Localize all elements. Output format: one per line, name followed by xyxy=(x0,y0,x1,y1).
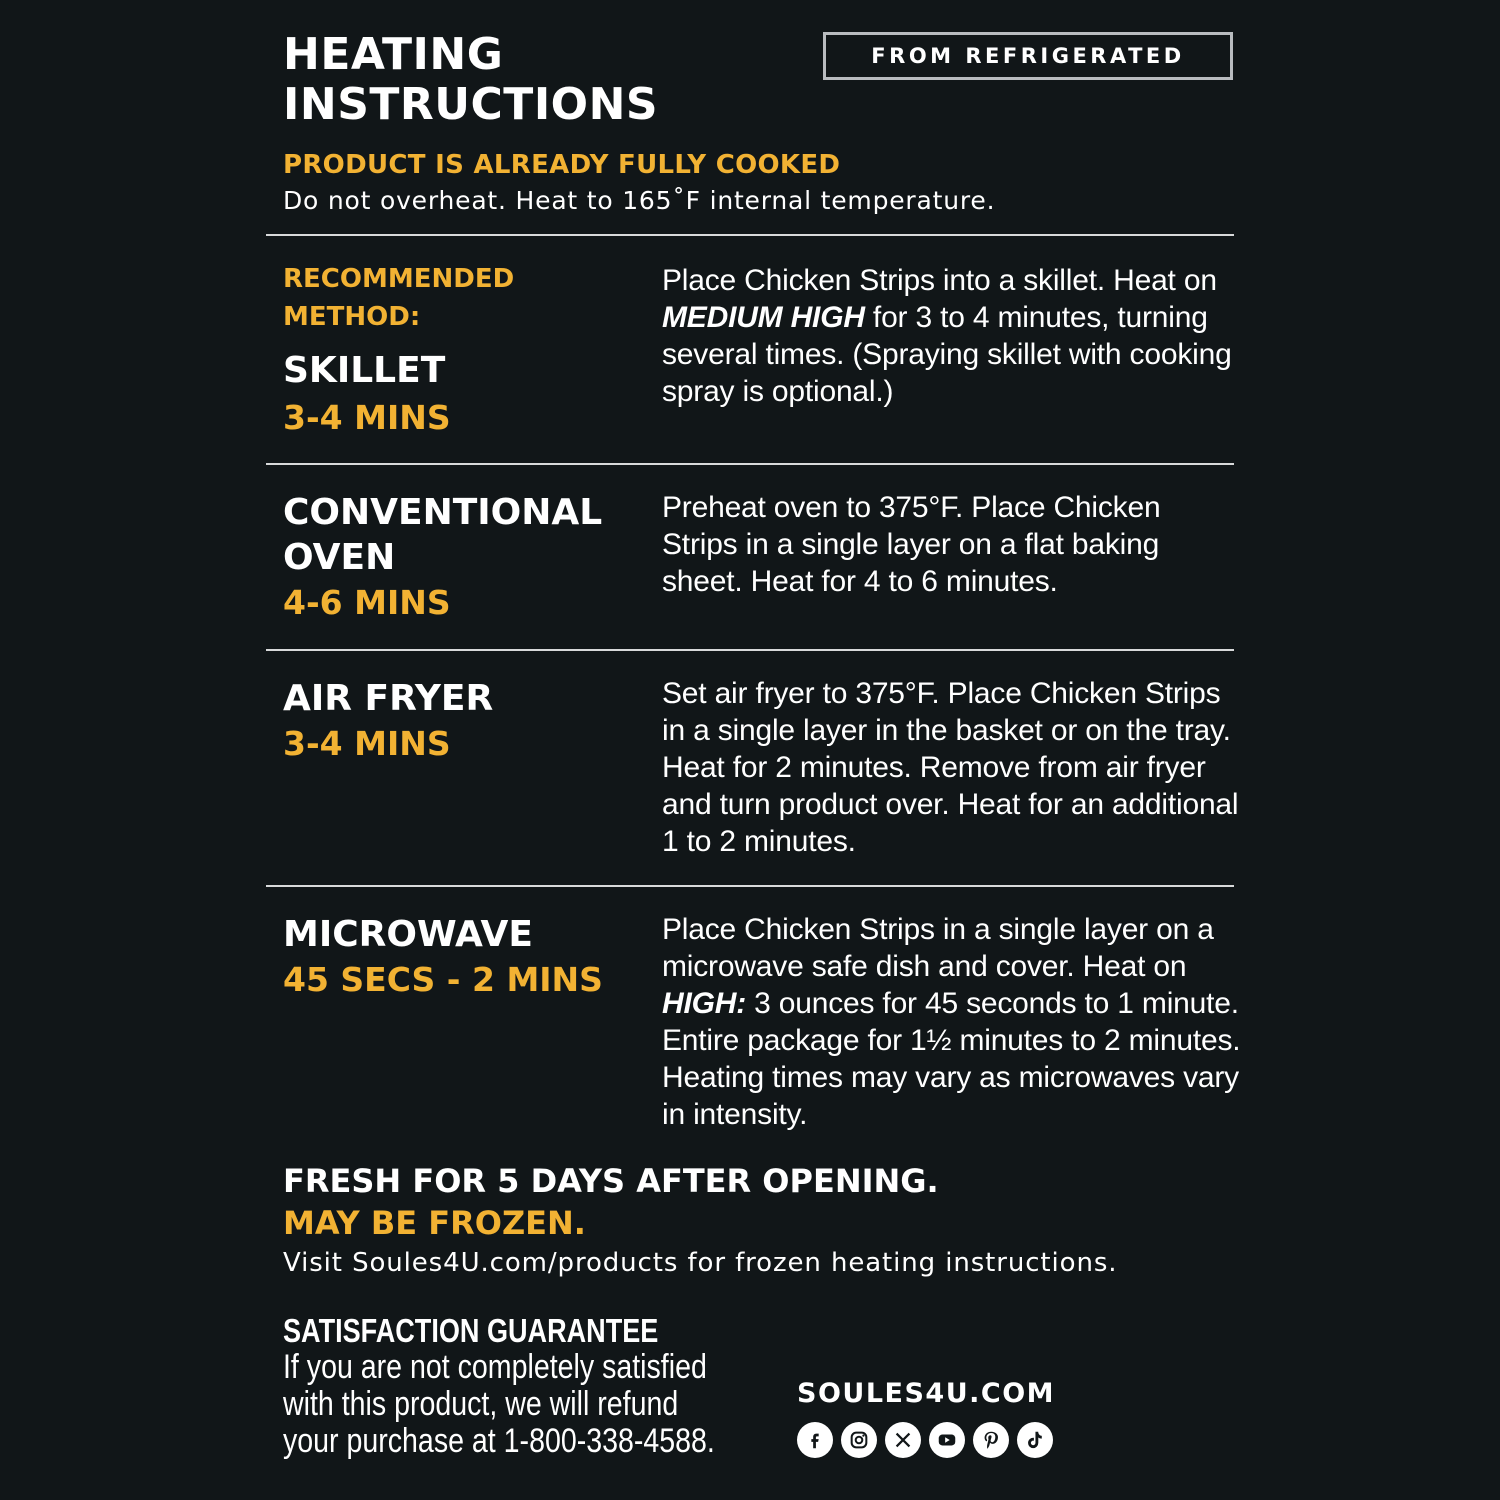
divider xyxy=(266,463,1234,465)
title-line-1: HEATING xyxy=(283,29,504,80)
air-fryer-time: 3-4 MINS xyxy=(283,724,451,763)
skillet-text-before: Place Chicken Strips into a skillet. Heat on xyxy=(662,264,1217,297)
heating-instructions-panel xyxy=(266,0,1241,1500)
facebook-icon xyxy=(797,1422,833,1458)
divider xyxy=(266,649,1234,651)
skillet-heat-level: MEDIUM HIGH xyxy=(662,301,865,334)
title-line-2: INSTRUCTIONS xyxy=(283,79,659,130)
microwave-method-label xyxy=(283,912,603,1003)
oven-text: Preheat oven to 375°F. Place Chicken Strips in a single layer on a flat baking sheet. Heat for 4 to 6 minutes. xyxy=(662,491,1161,598)
air-fryer-text: Set air fryer to 375°F. Place Chicken Strips in a single layer in the basket or on the tray. Heat for 2 minutes. Remove from air fryer and turn product over. Heat for an additional 1 to 2 minutes. xyxy=(662,677,1239,858)
microwave-heat-level: HIGH: xyxy=(662,987,746,1020)
skillet-method-name: SKILLET xyxy=(283,350,446,391)
instagram-icon xyxy=(841,1422,877,1458)
microwave-method-name: MICROWAVE xyxy=(283,914,533,955)
skillet-time: 3-4 MINS xyxy=(283,398,451,437)
freshness-notice xyxy=(283,1160,939,1244)
divider xyxy=(266,885,1234,887)
oven-method-name-line-1: CONVENTIONAL xyxy=(283,492,603,533)
youtube-icon xyxy=(929,1422,965,1458)
oven-method-label xyxy=(283,490,602,626)
oven-instructions xyxy=(662,489,1242,600)
social-icons xyxy=(797,1422,1053,1458)
microwave-text-after: 3 ounces for 45 seconds to 1 minute. Entire package for 1½ minutes to 2 minutes. Heating times may vary as microwaves vary in intensity. xyxy=(662,987,1241,1131)
recommended-label-line-1: RECOMMENDED xyxy=(283,264,515,294)
temperature-note: Do not overheat. Heat to 165˚F internal temperature. xyxy=(283,186,996,215)
fresh-days-text: FRESH FOR 5 DAYS AFTER OPENING. xyxy=(283,1162,939,1200)
tiktok-icon xyxy=(1017,1422,1053,1458)
page-title xyxy=(283,30,658,130)
air-fryer-method-label xyxy=(283,676,493,767)
website-label: SOULES4U.COM xyxy=(797,1378,1056,1409)
microwave-time: 45 SECS - 2 MINS xyxy=(283,960,603,999)
pinterest-icon xyxy=(973,1422,1009,1458)
satisfaction-guarantee xyxy=(283,1313,803,1460)
guarantee-title: SATISFACTION GUARANTEE xyxy=(283,1312,659,1349)
oven-method-name-line-2: OVEN xyxy=(283,537,396,578)
may-be-frozen-text: MAY BE FROZEN. xyxy=(283,1204,586,1242)
skillet-instructions xyxy=(662,262,1242,410)
air-fryer-instructions xyxy=(662,675,1242,860)
from-refrigerated-badge: FROM REFRIGERATED xyxy=(823,32,1233,80)
microwave-instructions xyxy=(662,911,1242,1133)
fully-cooked-heading: PRODUCT IS ALREADY FULLY COOKED xyxy=(283,150,841,180)
microwave-text-before: Place Chicken Strips in a single layer on a microwave safe dish and cover. Heat on xyxy=(662,913,1214,983)
skillet-text-after: for 3 to 4 minutes, turning several times. (Spraying skillet with cooking spray is optional.) xyxy=(662,301,1232,408)
skillet-method-label xyxy=(283,260,514,441)
x-icon xyxy=(885,1422,921,1458)
guarantee-text: If you are not completely satisfied with this product, we will refund your purchase at 1-800-338-4588. xyxy=(283,1348,715,1460)
oven-time: 4-6 MINS xyxy=(283,583,451,622)
recommended-label-line-2: METHOD: xyxy=(283,302,421,332)
divider xyxy=(266,234,1234,236)
air-fryer-method-name: AIR FRYER xyxy=(283,678,494,719)
frozen-instructions-link-text: Visit Soules4U.com/products for frozen heating instructions. xyxy=(283,1248,1118,1278)
